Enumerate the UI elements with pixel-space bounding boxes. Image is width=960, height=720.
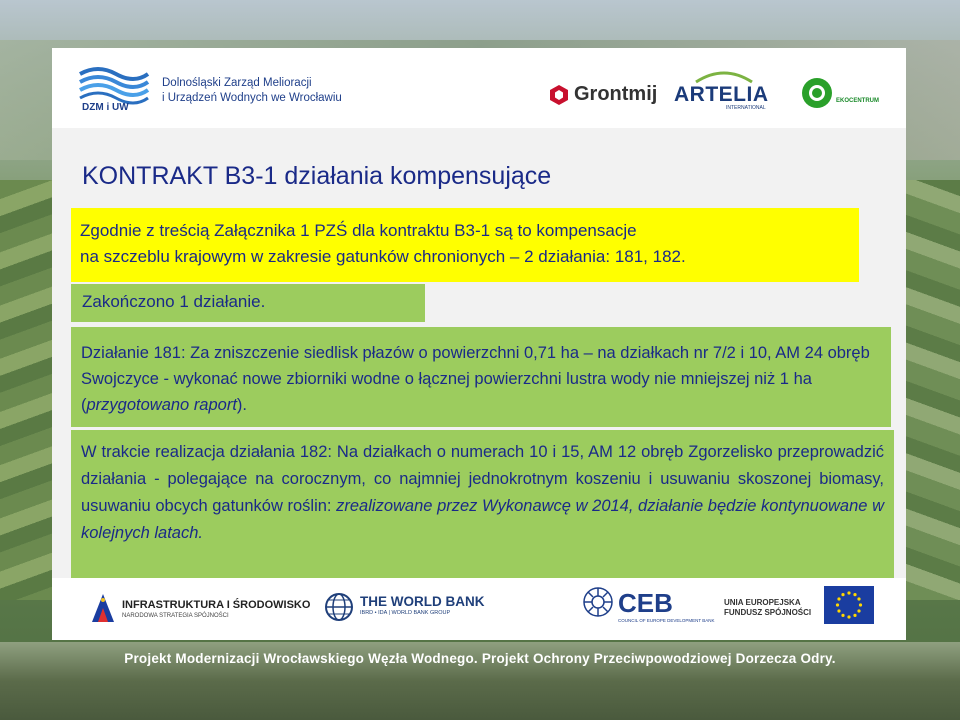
completed-text: Zakończono 1 działanie.: [82, 292, 266, 311]
intro-line-2: na szczeblu krajowym w zakresie gatunków chronionych – 2 działania: 181, 182.: [80, 247, 686, 266]
dzmiuw-name: Dolnośląski Zarząd Melioracji i Urządzeń Wodnych we Wrocławiu: [162, 77, 342, 104]
grontmij-logo-icon: [548, 83, 570, 107]
ceb-sunburst-icon: [582, 586, 614, 618]
infrastruktura-srodowisko-subtitle: NARODOWA STRATEGIA SPÓJNOŚCI: [122, 613, 229, 619]
ceb-logo-text: CEB: [618, 588, 673, 618]
completed-highlight: [71, 284, 425, 322]
artelia-arc-icon: [694, 68, 754, 84]
action-181-status: przygotowano raport: [86, 396, 237, 414]
infrastruktura-srodowisko-logo-icon: [88, 588, 118, 628]
ekocentrum-logo-text: EKOCENTRUM: [836, 98, 879, 104]
world-bank-subtitle: IBRD • IDA | WORLD BANK GROUP: [360, 610, 451, 616]
eu-flag-icon: [824, 586, 874, 624]
action-181-text: Działanie 181: Za zniszczenie siedlisk płazów o powierzchni 0,71 ha – na działkach nr 7/2 i 10, AM 24 obręb Swojczyce - wykonać nowe zbiorniki wodne o łącznej powierzchni lustra wody nie mniejszej niż 1 ha (przygotowano raport).: [81, 344, 870, 414]
background-fields-right: [900, 180, 960, 600]
background-fields-left: [0, 180, 60, 600]
eu-cohesion-fund-text: UNIA EUROPEJSKA FUNDUSZ SPÓJNOŚCI: [724, 598, 812, 617]
world-bank-text: THE WORLD BANK: [360, 594, 485, 609]
world-bank-globe-icon: [324, 592, 354, 622]
intro-line-1: Zgodnie z treścią Załącznika 1 PZŚ dla kontraktu B3-1 są to kompensacje: [80, 221, 637, 240]
action-182-box: [71, 430, 894, 583]
slide-title: KONTRAKT B3-1 działania kompensujące: [82, 162, 552, 190]
intro-text: [80, 218, 840, 270]
infrastruktura-srodowisko-text: INFRASTRUKTURA I ŚRODOWISKO: [122, 599, 311, 611]
dzmiuw-abbreviation: DZM i UW: [82, 102, 129, 113]
action-182-status: zrealizowane przez Wykonawcę w 2014, działanie będzie kontynuowane w kolejnych latach.: [81, 497, 884, 542]
eu-stars-icon: [824, 586, 874, 624]
grontmij-logo-text: Grontmij: [574, 83, 658, 105]
ceb-subtitle: COUNCIL OF EUROPE DEVELOPMENT BANK: [618, 618, 715, 623]
action-181-box: [71, 327, 891, 427]
ekocentrum-logo-icon: [800, 76, 834, 110]
artelia-logo-text: ARTELIA: [674, 83, 769, 106]
action-182-text: W trakcie realizacja działania 182: Na działkach o numerach 10 i 15, AM 12 obręb Zgorzelisko przeprowadzić działania - polegające na corocznym, co najmniej jednokrotnym koszeniu i usuwaniu skoszonej biomasy, usuwaniu obcych gatunków roślin: zrealizowane przez Wykonawcę w 2014, działanie będzie kontynuowane w kolejnych latach.: [81, 443, 884, 542]
artelia-subtitle: INTERNATIONAL: [726, 105, 766, 111]
footer-caption: Projekt Modernizacji Wrocławskiego Węzła Wodnego. Projekt Ochrony Przeciwpowodziowej Dorzecza Odry.: [124, 651, 836, 666]
